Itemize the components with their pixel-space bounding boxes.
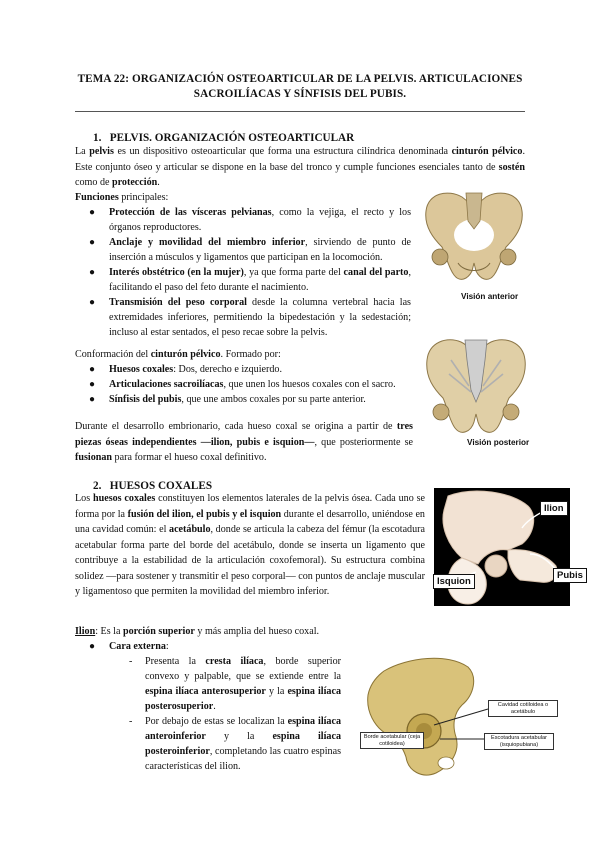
list-item-text: : Dos, derecho e izquierdo. xyxy=(173,364,282,375)
term-proteccion: protección xyxy=(112,177,158,188)
list-item-text: , como la vejiga, el recto y los órganos reproductores. xyxy=(109,207,411,233)
bullet-icon: ● xyxy=(89,641,96,652)
sublist-item xyxy=(129,714,341,774)
coxales-text: , donde se articula la cabeza del fémur (la escotadura acetabular forma parte del borde del acetábulo, donde se inserta un ligamento que contribuye a la estabilidad de la articulación coxofemoral). Su estructura combina solidez —para sostener y transmitir el peso corporal— con puntos de anclaje muscular y ligamentoso que permiten la movilidad del miembro inferior. xyxy=(75,524,425,597)
term-fusion: fusión del ilion, el pubis y el isquion xyxy=(127,508,282,520)
label-cavidad-cotiloidea: Cavidad cotiloidea o acetábulo xyxy=(488,700,558,717)
funciones-suffix: principales: xyxy=(118,192,169,203)
term-espina-anterosuperior: espina ilíaca anterosuperior xyxy=(145,686,266,697)
caption-vision-posterior: Visión posterior xyxy=(467,438,530,447)
section-1-heading xyxy=(93,131,354,145)
ilion-text: : Es la xyxy=(95,626,123,637)
term-cresta-iliaca: cresta ilíaca xyxy=(205,656,264,667)
desarrollo-paragraph xyxy=(75,419,413,466)
intro-text: como de xyxy=(75,177,112,188)
label-escotadura-acetabular: Escotadura acetabular (isquiopubiana) xyxy=(484,733,554,750)
list-item-text: , ya que forma parte del xyxy=(243,267,344,278)
intro-text: es un dispositivo osteoarticular que forma una estructura cilíndrica denominada xyxy=(113,146,452,157)
list-item-text: desde la columna vertebral hacia las extremidades inferiores, permitiendo la bipedestación y la sedestación; incluso al estar sentados, el peso recae sobre la pelvis. xyxy=(109,297,411,338)
list-item-text: , que unen los huesos coxales con el sacro. xyxy=(223,379,396,390)
pelvis-anterior-illustration xyxy=(418,183,530,287)
funciones-heading xyxy=(75,190,168,206)
page-title xyxy=(60,72,540,102)
acetabulo-image xyxy=(356,653,546,783)
list-item-term: Interés obstétrico (en la mujer) xyxy=(109,267,244,278)
term-tres-piezas: tres piezas óseas independientes —ilion, pubis e isquion— xyxy=(75,421,413,448)
pelvis-posterior-illustration xyxy=(421,330,531,438)
componentes-list xyxy=(89,362,419,407)
section-1-number: 1. xyxy=(93,132,102,144)
list-item-term: Articulaciones sacroilíacas xyxy=(109,379,224,390)
huesos-coxales-paragraph xyxy=(75,491,425,600)
list-item xyxy=(89,392,419,407)
term-huesos-coxales: huesos coxales xyxy=(92,493,156,504)
dash-icon: - xyxy=(129,716,133,727)
list-item-term: Protección de las vísceras pelvianas xyxy=(109,207,272,218)
title-line-2: SACROILÍACAS Y SÍNFISIS DEL PUBIS. xyxy=(193,88,407,100)
list-item-term: Anclaje y movilidad del miembro inferior xyxy=(109,237,306,248)
term-acetabulo: acetábulo xyxy=(169,524,211,535)
conformacion-text: . Formado por: xyxy=(220,349,281,360)
list-item-term: Sínfisis del pubis xyxy=(109,394,182,405)
sublist-item xyxy=(129,654,341,714)
bullet-icon: ● xyxy=(89,237,96,248)
pelvis-anterior-image xyxy=(418,183,530,287)
caption-vision-anterior: Visión anterior xyxy=(461,292,519,301)
bullet-icon: ● xyxy=(89,297,96,308)
dash-icon: - xyxy=(129,656,133,667)
coxales-text: durante el desarrollo, uniéndose en una cavidad común: el xyxy=(75,508,425,535)
ilion-paragraph xyxy=(75,624,319,640)
list-item xyxy=(89,205,411,235)
term-porcion-superior: porción superior xyxy=(122,626,195,637)
desarrollo-text: Durante el desarrollo embrionario, cada hueso coxal se origina a partir de xyxy=(75,421,397,432)
list-item xyxy=(89,235,411,265)
cara-externa-sublist xyxy=(129,654,341,774)
list-item-text: , sirviendo de punto de inserción a músculos y ligamentos que participan en la locomoción. xyxy=(109,237,411,263)
title-line-1: TEMA 22: ORGANIZACIÓN OSTEOARTICULAR DE LA PELVIS. ARTICULACIONES xyxy=(77,73,523,85)
intro-text: La xyxy=(75,146,90,157)
section-2-title: HUESOS COXALES xyxy=(109,480,213,492)
list-item-text: , que une ambos coxales por su parte anterior. xyxy=(181,394,366,405)
list-item xyxy=(89,362,419,377)
coxales-text: constituyen los elementos laterales de la pelvis ósea. Cada uno se forma por la xyxy=(75,493,425,520)
title-divider xyxy=(75,111,525,112)
list-item xyxy=(89,377,419,392)
acetabulo-arrows xyxy=(356,653,546,783)
sublist-text: , completando las cuatro espinas características del ilion. xyxy=(145,746,341,772)
intro-text: . xyxy=(157,177,160,188)
sublist-text: , borde superior convexo y palpable, que se extiende entre la xyxy=(145,656,341,682)
bullet-icon: ● xyxy=(89,364,96,375)
sublist-text: y la xyxy=(265,686,288,697)
list-item xyxy=(89,265,411,295)
desarrollo-text: para formar el hueso coxal definitivo. xyxy=(112,452,267,463)
list-item-term: Transmisión del peso corporal xyxy=(109,297,247,308)
conformacion-text: Conformación del xyxy=(75,349,151,360)
sublist-text: Por debajo de estas se localizan la xyxy=(145,716,288,727)
cara-externa-label: Cara externa xyxy=(109,641,166,652)
funciones-list xyxy=(89,205,411,340)
term-espina-posteroinferior: espina ilíaca posteroinferior xyxy=(145,731,341,757)
intro-text: . Este conjunto óseo y articular se dispone en la base del tronco y cumple funciones esenciales tanto de xyxy=(75,146,525,173)
ilion-text: y más amplia del hueso coxal. xyxy=(194,626,320,637)
list-item xyxy=(89,295,411,340)
term-espina-posterosuperior: espina ilíaca posterosuperior xyxy=(145,686,341,712)
desarrollo-text: , que posteriormente se xyxy=(314,436,413,448)
cara-externa-item: ● Cara externa: xyxy=(89,641,169,652)
term-espina-anteroinferior: espina ilíaca anteroinferior xyxy=(145,716,341,742)
term-sosten: sostén xyxy=(498,161,525,173)
term-pelvis: pelvis xyxy=(89,146,114,157)
term-cinturon-pelvico: cinturón pélvico xyxy=(150,349,221,360)
label-borde-acetabular: Borde acetabular (ceja cotiloidea) xyxy=(360,732,424,749)
section-2-number: 2. xyxy=(93,480,102,492)
label-pubis: Pubis xyxy=(553,568,587,583)
term-fusionan: fusionan xyxy=(75,452,113,463)
label-isquion: Isquion xyxy=(433,574,475,589)
funciones-label: Funciones xyxy=(75,192,119,203)
conformacion-paragraph xyxy=(75,347,281,363)
pelvis-posterior-image xyxy=(421,330,531,438)
sublist-text: y la xyxy=(205,731,273,742)
bullet-icon: ● xyxy=(89,394,96,405)
label-ilion: Ilion xyxy=(540,501,568,516)
term-ilion: Ilion xyxy=(75,626,96,637)
section-1-title: PELVIS. ORGANIZACIÓN OSTEOARTICULAR xyxy=(109,132,355,144)
bullet-icon: ● xyxy=(89,267,96,278)
list-item-term: Huesos coxales xyxy=(109,364,174,375)
list-item-text: , facilitando el paso del feto durante el nacimiento. xyxy=(109,267,411,293)
sublist-text: Presenta la xyxy=(145,656,206,667)
list-item-term: canal del parto xyxy=(343,267,409,278)
bullet-icon: ● xyxy=(89,207,96,218)
term-cinturon-pelvico: cinturón pélvico xyxy=(451,146,523,157)
sublist-text: . xyxy=(213,701,216,712)
bullet-icon: ● xyxy=(89,379,96,390)
coxales-text: Los xyxy=(75,493,93,504)
